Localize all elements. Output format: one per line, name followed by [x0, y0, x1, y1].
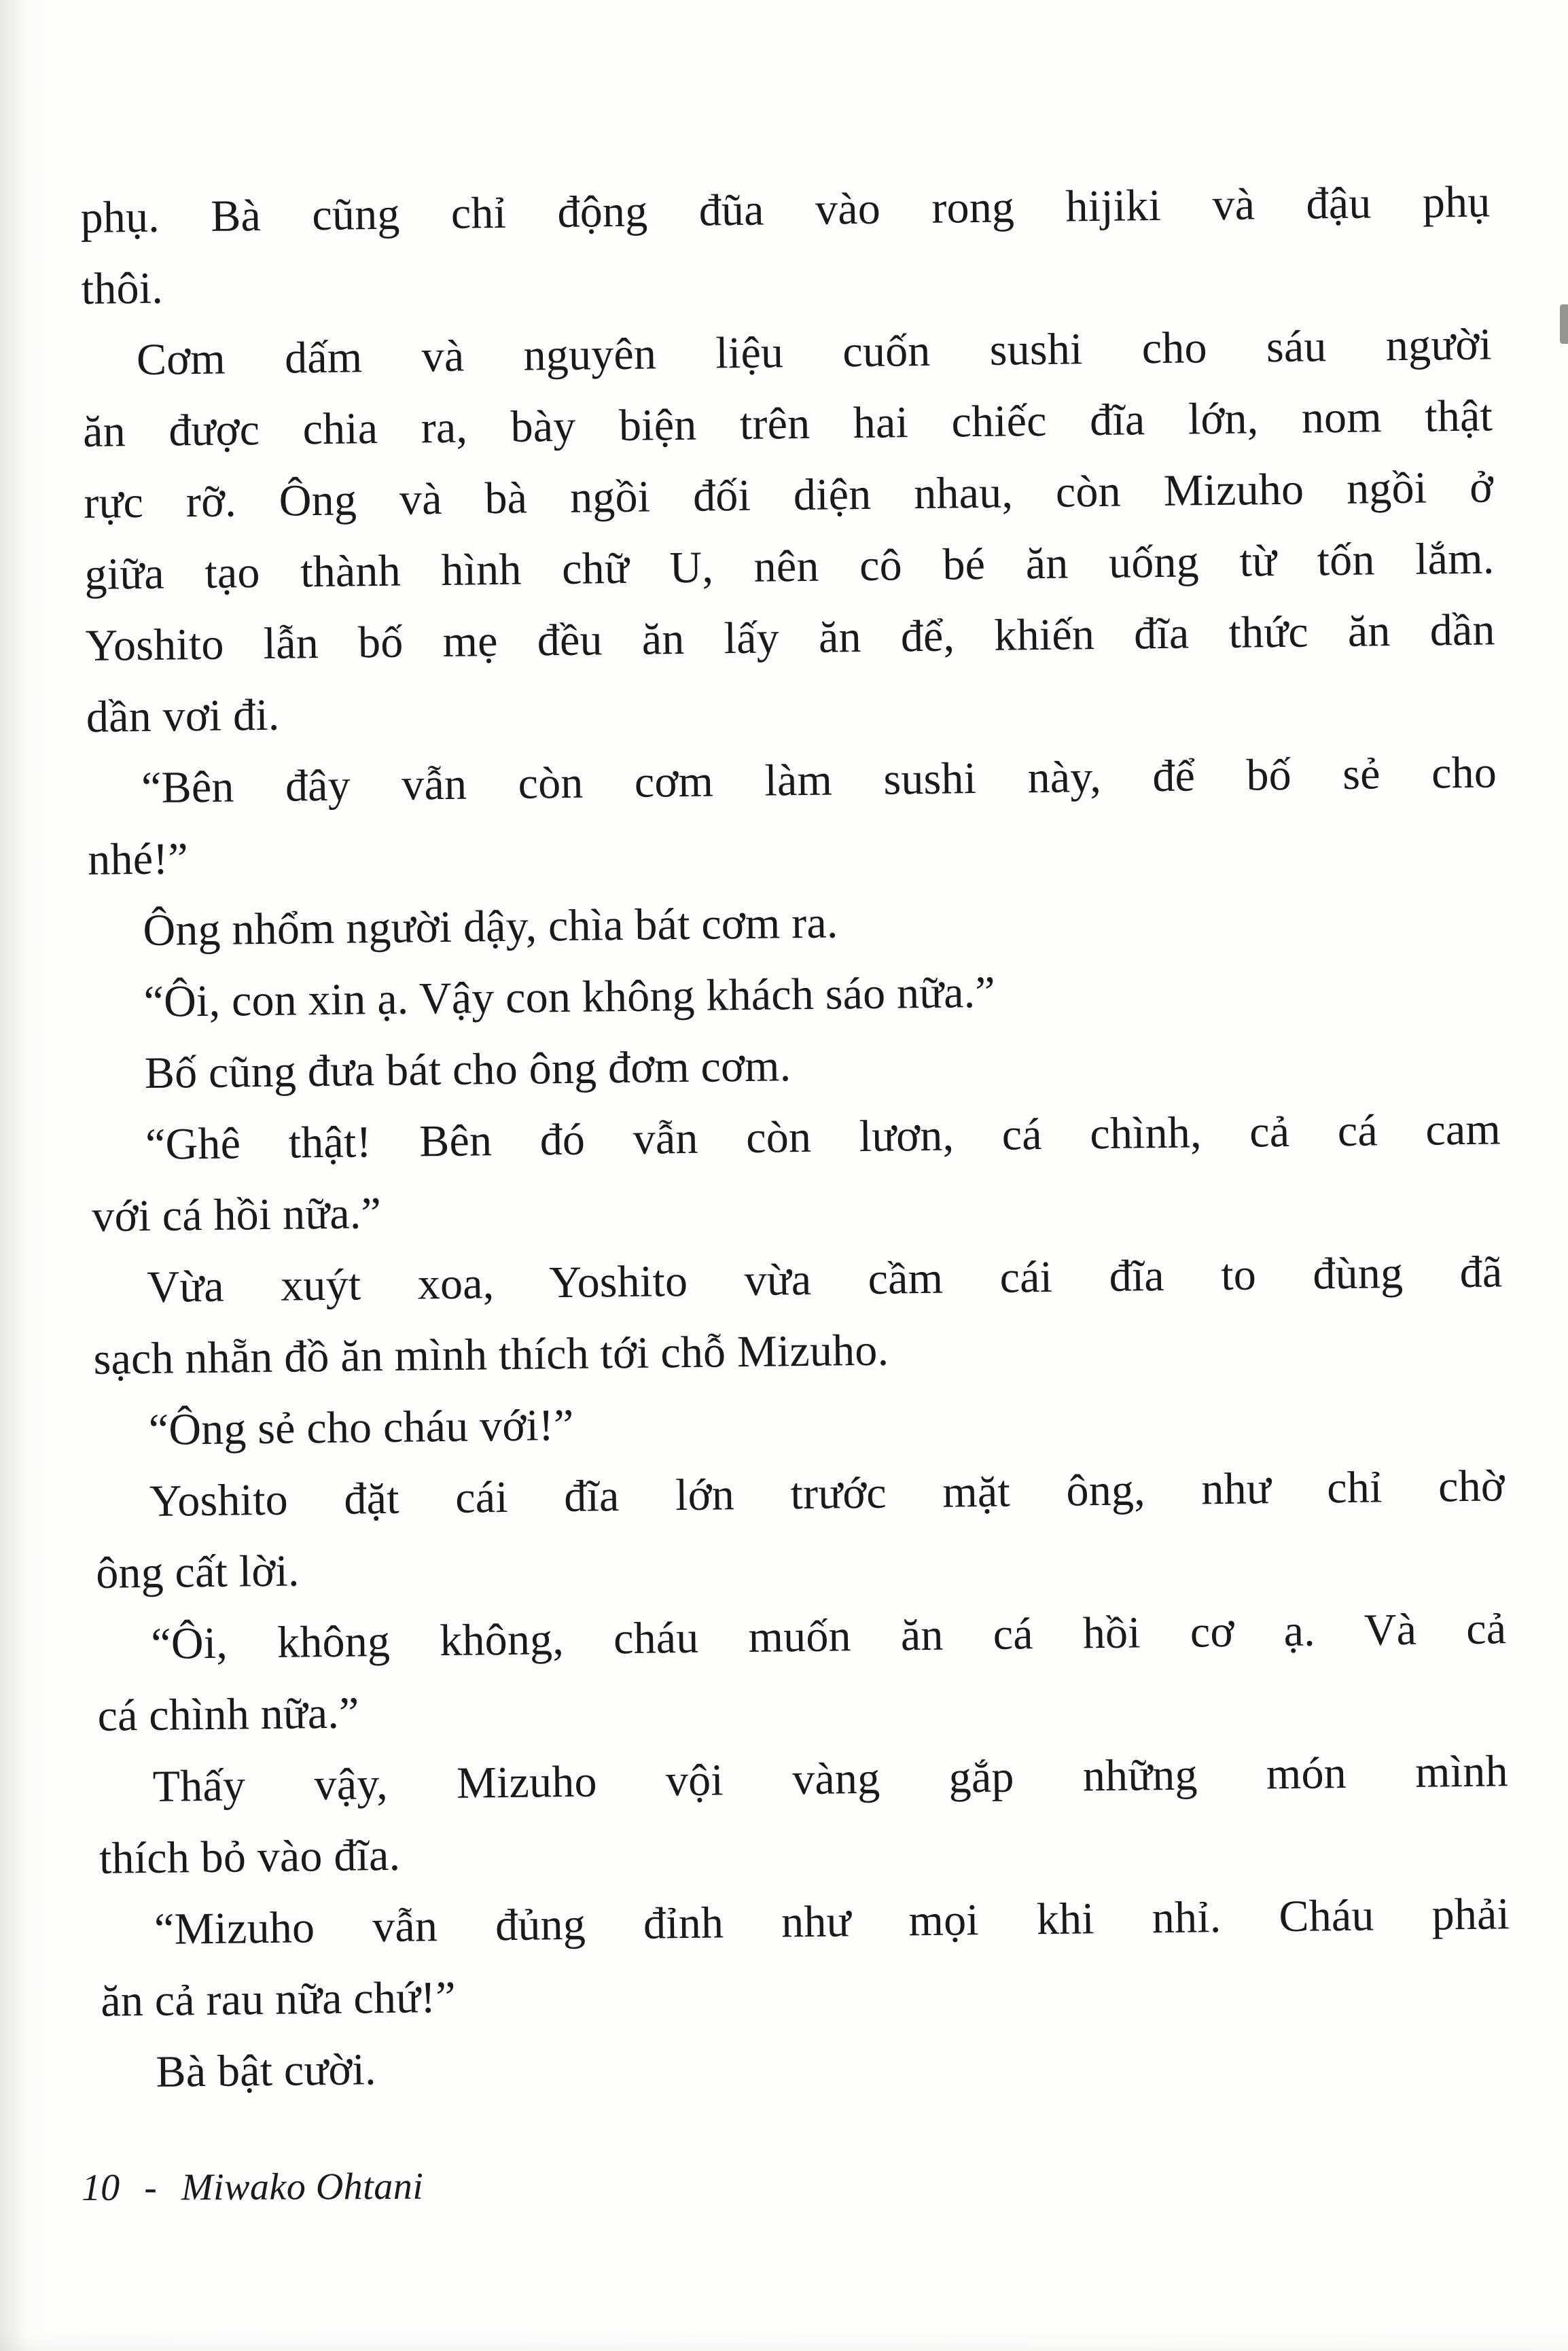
- text-line: ông cất lời.: [95, 1546, 300, 1598]
- text-line: “Ghê thật! Bên đó vẫn còn lươn, cá chình, cả cá cam: [145, 1104, 1501, 1169]
- text-line: Yoshito đặt cái đĩa lớn trước mặt ông, như chỉ chờ: [149, 1461, 1505, 1526]
- text-line: Thấy vậy, Mizuho vội vàng gắp những món mình: [152, 1746, 1509, 1811]
- footer-separator: -: [144, 2166, 158, 2209]
- text-line: thôi.: [81, 263, 164, 314]
- text-line: ăn được chia ra, bày biện trên hai chiếc đĩa lớn, nom thật: [82, 391, 1493, 457]
- text-line: Bố cũng đưa bát cho ông đơm cơm.: [144, 1041, 791, 1099]
- author-name: Miwako Ohtani: [181, 2165, 424, 2209]
- scan-artifact-right-edge: [1560, 304, 1568, 344]
- text-line: nhé!”: [87, 834, 189, 885]
- text-line: ăn cả rau nữa chứ!”: [100, 1972, 457, 2026]
- page-text-block: [80, 166, 1512, 2108]
- page-number: 10: [82, 2166, 120, 2209]
- text-line: thích bỏ vào đĩa.: [99, 1830, 401, 1884]
- text-line: dần vơi đi.: [86, 690, 280, 742]
- text-line: giữa tạo thành hình chữ U, nên cô bé ăn uống từ tốn lắm.: [84, 533, 1495, 599]
- text-line: Ông nhổm người dậy, chìa bát cơm ra.: [143, 898, 838, 956]
- text-line: “Ôi, con xin ạ. Vậy con không khách sáo nữa.”: [143, 967, 996, 1027]
- text-line: “Bên đây vẫn còn cơm làm sushi này, để bố sẻ cho: [141, 747, 1497, 813]
- text-line: “Mizuho vẫn đủng đỉnh như mọi khi nhỉ. Cháu phải: [154, 1889, 1510, 1954]
- text-line: Vừa xuýt xoa, Yoshito vừa cầm cái đĩa to đùng đã: [147, 1247, 1503, 1312]
- text-line: rực rỡ. Ông và bà ngồi đối diện nhau, còn Mizuho ngồi ở: [83, 462, 1494, 528]
- text-line: cá chình nữa.”: [97, 1688, 359, 1741]
- text-line: với cá hồi nữa.”: [91, 1188, 382, 1241]
- text-line: Cơm dấm và nguyên liệu cuốn sushi cho sáu người: [136, 319, 1493, 385]
- text-line: sạch nhẵn đồ ăn mình thích tới chỗ Mizuho.: [93, 1325, 889, 1384]
- page-footer: [82, 2153, 424, 2222]
- text-line: “Ôi, không không, cháu muốn ăn cá hồi cơ ạ. Và cả: [150, 1604, 1507, 1669]
- scan-shadow-left: [0, 0, 31, 2351]
- text-line: phụ. Bà cũng chỉ động đũa vào rong hijiki và đậu phụ: [80, 177, 1491, 243]
- text-line: “Ông sẻ cho cháu với!”: [148, 1400, 574, 1455]
- text-line: Yoshito lẫn bố mẹ đều ăn lấy ăn để, khiến đĩa thức ăn dần: [85, 605, 1496, 671]
- scan-shadow-bottom: [0, 2332, 1568, 2351]
- text-line: Bà bật cười.: [156, 2045, 377, 2097]
